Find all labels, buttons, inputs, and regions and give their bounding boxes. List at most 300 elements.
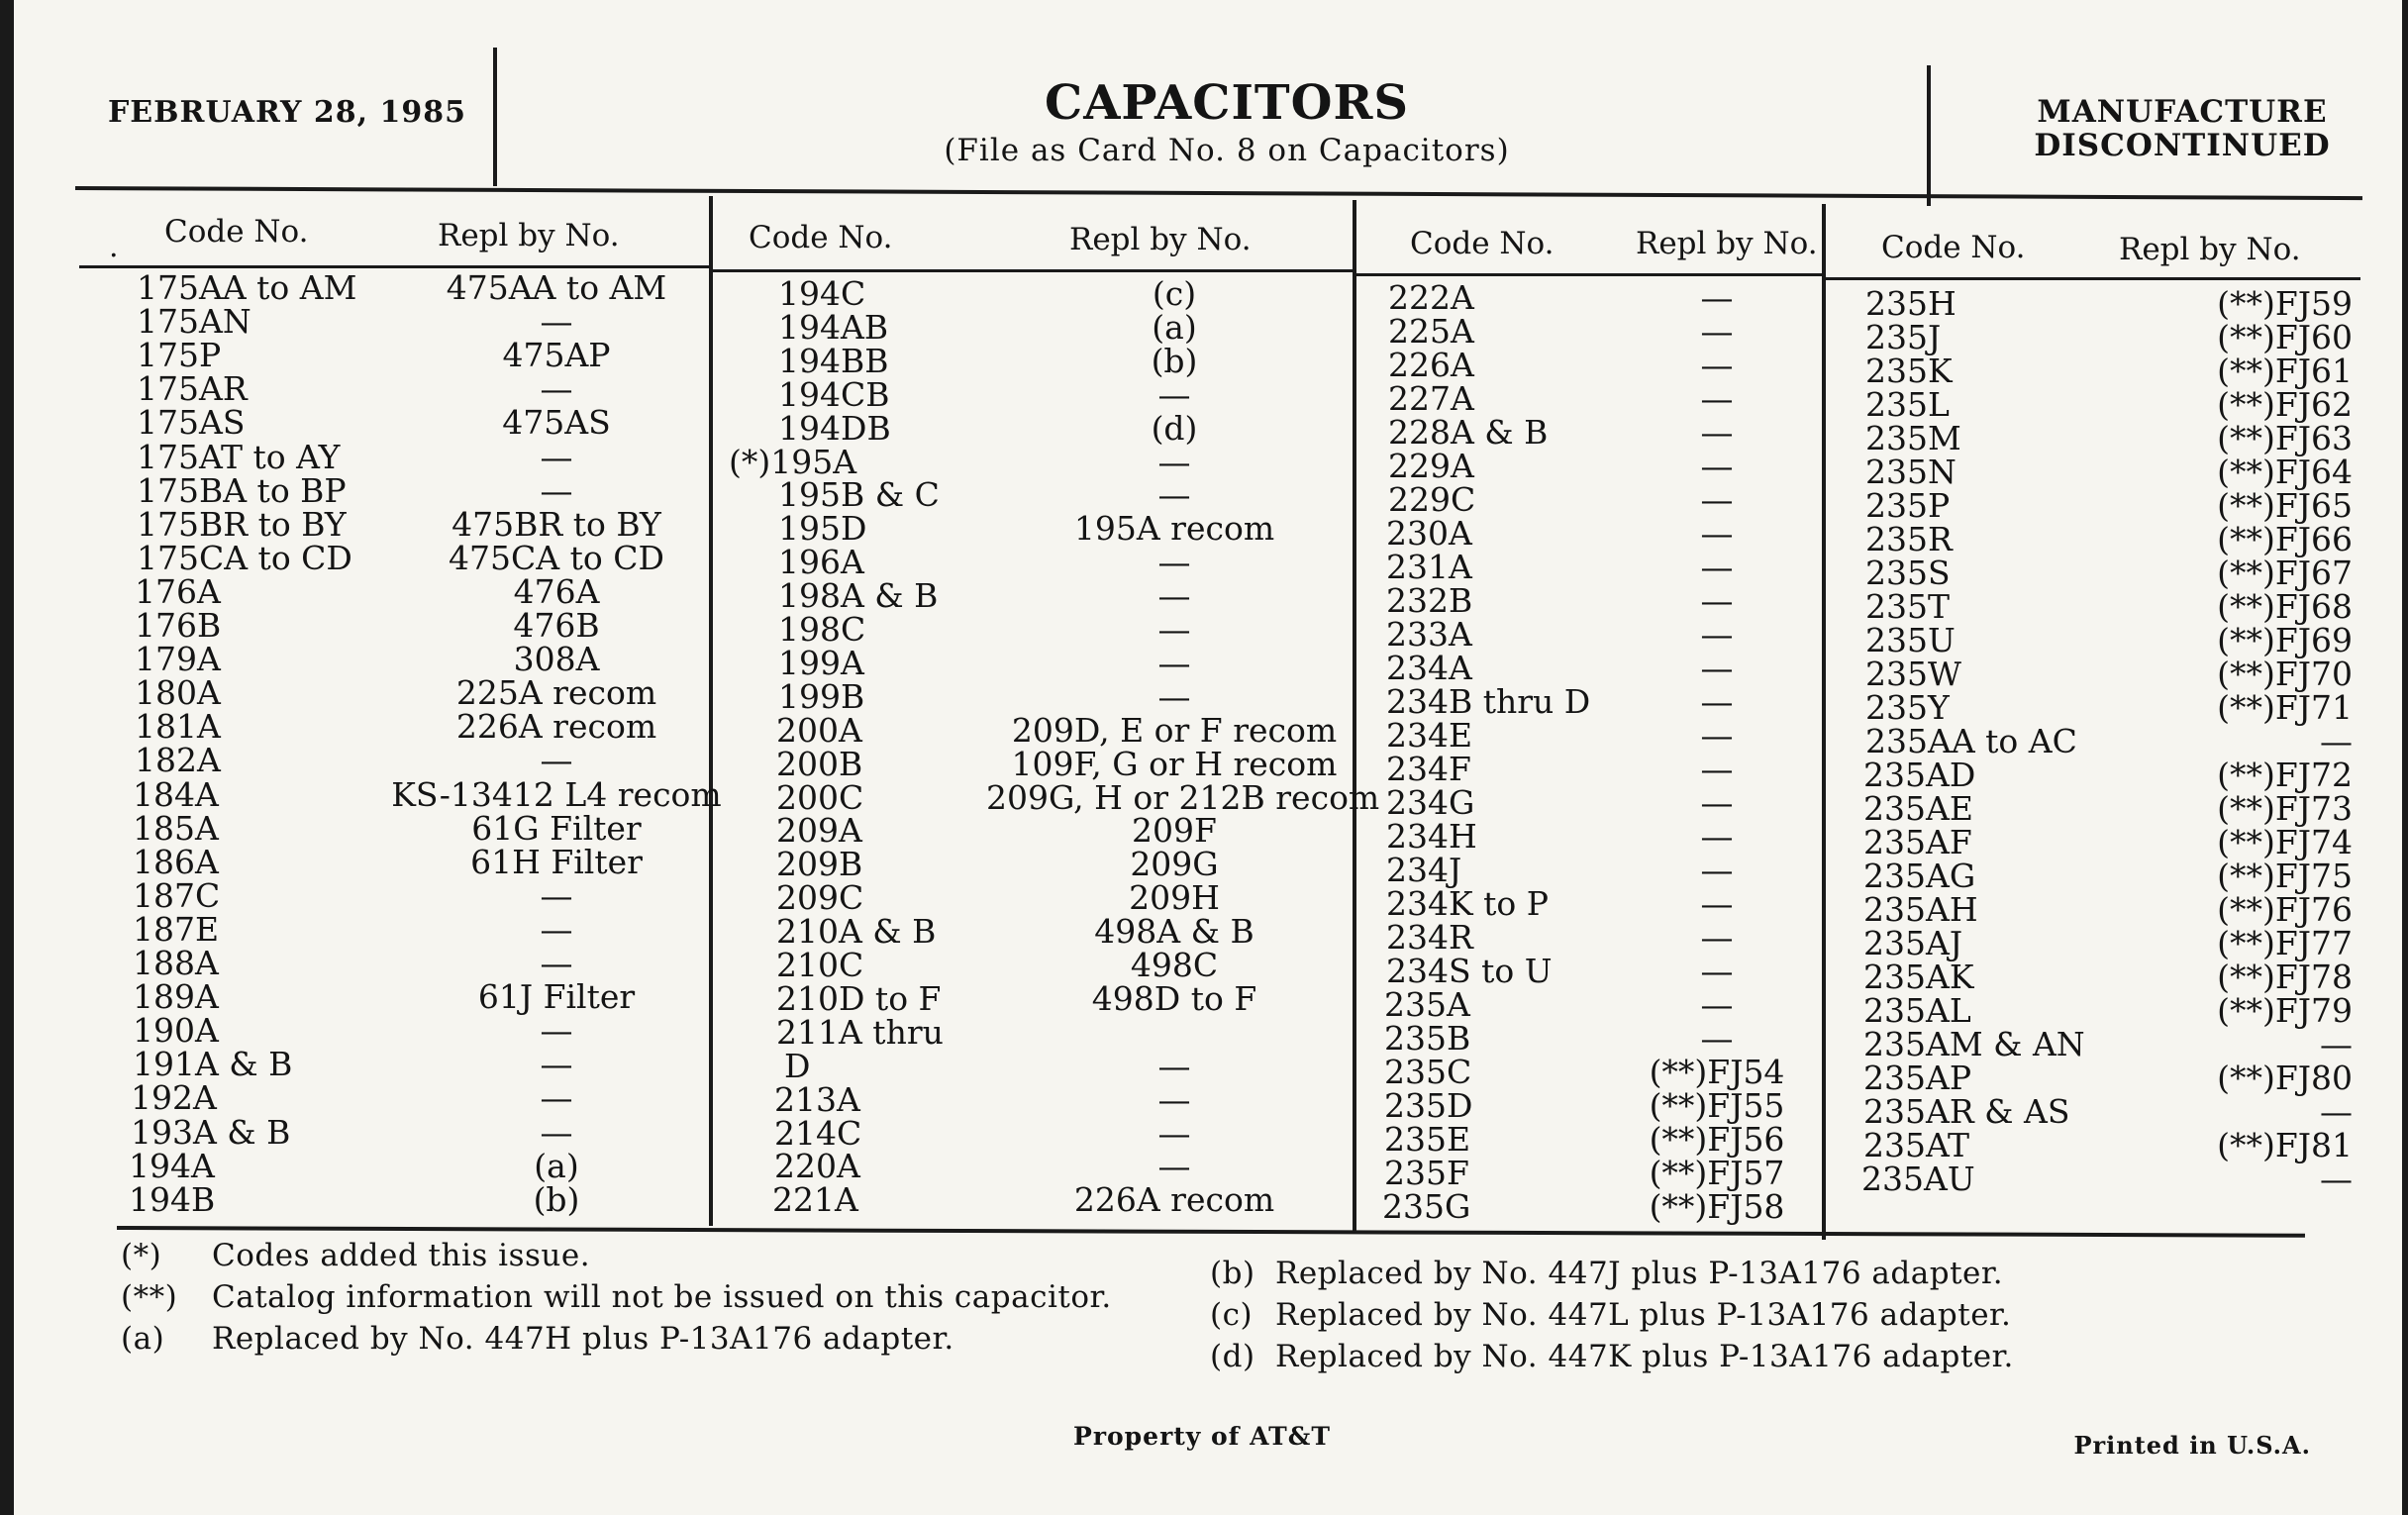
table-row — [1842, 520, 2353, 558]
header-divider-right — [1927, 65, 1931, 206]
code-number: 233A — [1386, 615, 1472, 654]
code-number: 175AS — [137, 403, 246, 443]
code-number: 235AU — [1861, 1160, 1975, 1198]
code-number: 225A — [1388, 312, 1474, 351]
replacement-number: (**)FJ55 — [1649, 1086, 1785, 1125]
header-divider-left — [493, 48, 497, 186]
code-number: 200A — [776, 710, 862, 750]
footnote-marker: (a) — [121, 1321, 165, 1357]
replacement-number: — — [1700, 985, 1734, 1024]
replacement-number: — — [1700, 581, 1734, 620]
table-row — [121, 1011, 754, 1051]
table-row — [727, 576, 1362, 616]
code-number: 235R — [1865, 520, 1953, 558]
footnote-marker: (b) — [1210, 1256, 1255, 1291]
replacement-number: (**)FJ60 — [2217, 318, 2353, 356]
replacement-number: — — [1157, 610, 1191, 649]
table-row — [727, 610, 1362, 649]
replacement-number: — — [1700, 817, 1734, 856]
table-row — [1370, 952, 1836, 990]
code-number: 235AP — [1863, 1059, 1972, 1097]
table-row — [727, 1079, 1362, 1119]
table-row — [121, 1146, 754, 1185]
footnote — [121, 1238, 590, 1273]
table-row — [1370, 1019, 1836, 1058]
table-row — [121, 808, 754, 848]
code-number: 182A — [135, 741, 221, 780]
replacement-number: — — [540, 741, 573, 780]
table-row — [1842, 722, 2353, 760]
code-number: 235H — [1865, 284, 1956, 323]
table-row — [1370, 1154, 1836, 1192]
table-row — [1842, 859, 2353, 893]
code-number: 214C — [774, 1113, 862, 1153]
replacement-number: (**)FJ63 — [2217, 419, 2353, 457]
code-number: 176A — [135, 571, 221, 611]
replacement-number: — — [1157, 643, 1191, 682]
replacement-number: 209G — [1130, 845, 1219, 884]
table-row — [1842, 758, 2353, 792]
replacement-number: (**)FJ74 — [2217, 823, 2353, 861]
code-number: 195B & C — [778, 475, 940, 515]
replacement-number: — — [1157, 543, 1191, 582]
replacement-number: (**)FJ80 — [2217, 1059, 2353, 1097]
code-number: 184A — [133, 774, 219, 814]
replacement-number: 195A recom — [1073, 509, 1275, 549]
replacement-number: 209G, H or 212B recom — [986, 777, 1380, 817]
code-number: 194B — [129, 1179, 216, 1219]
replacement-number: 109F, G or H recom — [1011, 744, 1338, 783]
table-row — [121, 741, 754, 780]
table-row — [121, 538, 754, 577]
column-header-repl: Repl by No. — [1636, 226, 1818, 261]
code-number: 235P — [1865, 486, 1951, 525]
code-number: 175BR to BY — [137, 504, 347, 544]
replacement-number: 475AA to AM — [446, 268, 667, 307]
table-row — [1370, 649, 1836, 687]
column-header-rule-2 — [713, 269, 1353, 272]
replacement-number: — — [540, 1045, 573, 1084]
code-number: 231A — [1386, 548, 1472, 586]
table-row — [1842, 1061, 2353, 1095]
replacement-number: (**)FJ78 — [2217, 958, 2353, 996]
issue-date: FEBRUARY 28, 1985 — [108, 95, 466, 130]
replacement-number: — — [1157, 374, 1191, 414]
table-row — [727, 676, 1362, 716]
table-row — [121, 909, 754, 949]
capacitor-card — [14, 0, 2402, 1515]
table-row — [1370, 581, 1836, 620]
replacement-number: (**)FJ72 — [2217, 756, 2353, 794]
replacement-number: — — [540, 470, 573, 510]
code-number: 175AN — [137, 302, 251, 342]
replacement-number: (**)FJ54 — [1649, 1053, 1785, 1091]
table-row — [1842, 924, 2353, 962]
code-number: (*)195A — [729, 442, 857, 481]
code-number: 235J — [1865, 318, 1942, 356]
replacement-number: (**)FJ62 — [2217, 385, 2353, 424]
replacement-number: (**)FJ76 — [2217, 890, 2353, 929]
column-header-repl: Repl by No. — [438, 218, 620, 253]
replacement-number: 476B — [513, 606, 600, 645]
code-number: 209A — [776, 811, 862, 851]
replacement-number: 61J Filter — [477, 977, 636, 1017]
table-row — [121, 369, 754, 409]
code-number: D — [784, 1046, 811, 1085]
code-number: 199A — [778, 643, 864, 682]
code-number: 193A & B — [131, 1112, 291, 1152]
code-number: 235K — [1865, 352, 1953, 390]
code-number: 235M — [1865, 419, 1961, 457]
table-row — [727, 1113, 1362, 1153]
code-number: 220A — [774, 1147, 860, 1186]
replacement-number: — — [1700, 346, 1734, 384]
replacement-number: (a) — [1152, 307, 1197, 347]
table-row — [727, 643, 1362, 682]
code-number: 213A — [774, 1079, 860, 1119]
table-row — [1842, 789, 2353, 828]
code-number: 235D — [1384, 1086, 1473, 1125]
code-number: 200B — [776, 744, 863, 783]
replacement-number: — — [1700, 716, 1734, 755]
replacement-number: — — [1700, 649, 1734, 687]
replacement-number: (**)FJ77 — [2217, 924, 2353, 962]
footnote-marker: (c) — [1210, 1297, 1254, 1333]
table-row — [727, 912, 1362, 952]
code-number: 235AA to AC — [1865, 722, 2077, 760]
replacement-number: — — [1700, 278, 1734, 317]
replacement-number: — — [1700, 750, 1734, 788]
table-row — [121, 1078, 754, 1118]
table-row — [1842, 1126, 2353, 1164]
replacement-number: — — [1700, 548, 1734, 586]
table-row — [1370, 447, 1836, 485]
table-row — [121, 571, 754, 611]
code-number: 175AT to AY — [137, 437, 341, 476]
table-row — [1370, 750, 1836, 788]
replacement-number: — — [1700, 615, 1734, 654]
code-number: 234B thru D — [1386, 682, 1591, 721]
footnote-text: Codes added this issue. — [212, 1238, 591, 1273]
code-number: 188A — [133, 944, 219, 982]
code-number: 181A — [135, 707, 221, 747]
code-number: 175BA to BP — [137, 470, 347, 510]
table-row — [1842, 1092, 2353, 1131]
table-row — [121, 268, 754, 307]
code-number: 235N — [1865, 453, 1956, 491]
code-number: 194AB — [778, 307, 889, 347]
code-number: 229A — [1388, 447, 1474, 485]
code-number: 235AR & AS — [1863, 1092, 2070, 1131]
replacement-number: — — [1157, 676, 1191, 716]
table-row — [727, 374, 1362, 414]
table-row — [1370, 851, 1836, 889]
footnote-text: Replaced by No. 447J plus P-13A176 adapter. — [1275, 1256, 2004, 1291]
code-number: 196A — [778, 543, 864, 582]
replacement-number: 61G Filter — [471, 808, 642, 848]
code-number: 180A — [135, 673, 221, 713]
replacement-number: 225A recom — [455, 673, 657, 713]
table-row — [1842, 823, 2353, 861]
page-subtitle: (File as Card No. 8 on Capacitors) — [944, 133, 1510, 168]
replacement-number: (a) — [534, 1146, 579, 1185]
code-number: 192A — [131, 1078, 217, 1118]
replacement-number: — — [1157, 1079, 1191, 1119]
table-row — [121, 403, 754, 443]
table-row — [1370, 548, 1836, 586]
code-number: 195D — [778, 509, 867, 549]
replacement-number: 476A — [513, 571, 600, 611]
replacement-number: — — [1700, 851, 1734, 889]
column-header-repl: Repl by No. — [1069, 222, 1252, 257]
code-number: 234R — [1386, 918, 1473, 957]
footnote — [1210, 1256, 2003, 1291]
table-row — [121, 944, 754, 982]
replacement-number: (b) — [533, 1179, 580, 1219]
code-number: 234G — [1386, 783, 1475, 822]
table-row — [1370, 1120, 1836, 1159]
replacement-number: 226A recom — [455, 707, 657, 747]
code-number: 235L — [1865, 385, 1950, 424]
code-number: 235F — [1384, 1154, 1469, 1192]
replacement-number: (**)FJ66 — [2217, 520, 2353, 558]
replacement-number: — — [1700, 379, 1734, 418]
table-row — [1842, 419, 2353, 457]
table-row — [727, 1012, 1362, 1052]
code-number: 210D to F — [776, 978, 942, 1018]
table-row — [727, 509, 1362, 549]
replacement-number: 209D, E or F recom — [1011, 710, 1338, 750]
column-header-code: Code No. — [1410, 226, 1555, 261]
replacement-number: (b) — [1151, 341, 1198, 380]
code-number: 198C — [778, 610, 866, 649]
footnote-text: Replaced by No. 447L plus P-13A176 adapter. — [1275, 1297, 2012, 1333]
footnote-text: Replaced by No. 447H plus P-13A176 adapter. — [212, 1321, 954, 1357]
table-row — [1370, 884, 1836, 923]
table-row — [1370, 1053, 1836, 1091]
table-row — [1370, 1086, 1836, 1125]
column-header-repl: Repl by No. — [2119, 232, 2301, 267]
table-row — [121, 707, 754, 747]
replacement-number: — — [1157, 1147, 1191, 1186]
table-row — [727, 744, 1362, 783]
replacement-number: 475AP — [502, 336, 611, 375]
replacement-number: 209H — [1129, 878, 1220, 918]
replacement-number: (**)FJ68 — [2217, 587, 2353, 626]
table-row — [1842, 621, 2353, 659]
table-row — [727, 1147, 1362, 1186]
replacement-number: (**)FJ79 — [2217, 991, 2353, 1030]
replacement-number: (c) — [1152, 274, 1197, 313]
table-row — [1370, 514, 1836, 553]
code-number: 211A thru — [776, 1012, 944, 1052]
replacement-number: — — [1700, 783, 1734, 822]
code-number: 175P — [137, 336, 222, 375]
code-number: 234F — [1386, 750, 1471, 788]
table-row — [121, 336, 754, 375]
code-number: 175AA to AM — [137, 268, 357, 307]
status-line-2: DISCONTINUED — [2034, 128, 2331, 163]
table-row — [121, 1179, 754, 1219]
code-number: 210C — [776, 946, 864, 984]
footnote-text: Replaced by No. 447K plus P-13A176 adapter. — [1275, 1339, 2014, 1374]
code-number: 234K to P — [1386, 884, 1549, 923]
replacement-number: (**)FJ73 — [2217, 789, 2353, 828]
table-row — [1842, 1025, 2353, 1063]
code-number: 235Y — [1865, 688, 1950, 727]
replacement-number: — — [1700, 312, 1734, 351]
code-number: 199B — [778, 676, 865, 716]
code-number: 222A — [1388, 278, 1474, 317]
replacement-number: — — [540, 1112, 573, 1152]
table-row — [1842, 354, 2353, 388]
replacement-number: — — [540, 909, 573, 949]
replacement-number: — — [1700, 514, 1734, 553]
table-row — [727, 777, 1380, 817]
replacement-number: — — [1700, 447, 1734, 485]
column-header-code: Code No. — [1881, 230, 2026, 265]
footnote-marker: (*) — [121, 1238, 162, 1273]
replacement-number: 475CA to CD — [449, 538, 664, 577]
status-line-1: MANUFACTURE — [2037, 94, 2328, 130]
code-number: 235E — [1384, 1120, 1471, 1159]
replacement-number: — — [1157, 1046, 1191, 1085]
code-number: 235AG — [1863, 857, 1976, 895]
table-row — [1842, 556, 2353, 590]
table-row — [727, 710, 1362, 750]
table-row — [1842, 991, 2353, 1030]
replacement-number: (**)FJ59 — [2217, 284, 2353, 323]
table-row — [121, 302, 754, 342]
footnote — [1210, 1339, 2014, 1374]
replacement-number: — — [540, 1011, 573, 1051]
replacement-number: 226A recom — [1073, 1180, 1275, 1220]
code-number: 194CB — [778, 374, 890, 414]
code-number: 235AH — [1863, 890, 1978, 929]
code-number: 235W — [1865, 655, 1961, 693]
page-title: CAPACITORS — [1044, 75, 1410, 131]
replacement-number: — — [1700, 952, 1734, 990]
header-rule — [75, 186, 2362, 200]
table-row — [1370, 716, 1836, 755]
table-row — [121, 504, 754, 544]
code-number: 235T — [1865, 587, 1950, 626]
printed-note: Printed in U.S.A. — [2073, 1431, 2311, 1460]
table-row — [1842, 890, 2353, 929]
code-number: 232B — [1386, 581, 1473, 620]
property-note: Property of AT&T — [1073, 1422, 1331, 1451]
replacement-number: (**)FJ70 — [2217, 655, 2353, 693]
table-row — [727, 408, 1362, 448]
replacement-number: (**)FJ67 — [2217, 554, 2353, 592]
code-number: 235S — [1865, 554, 1951, 592]
replacement-number: — — [540, 302, 573, 342]
code-number: 186A — [133, 842, 219, 881]
code-number: 235AD — [1863, 756, 1976, 794]
code-number: 235AF — [1863, 823, 1972, 861]
replacement-number: (**)FJ64 — [2217, 453, 2353, 491]
code-number: 209C — [776, 878, 864, 918]
replacement-number: 475BR to BY — [452, 504, 661, 544]
table-row — [1370, 1187, 1836, 1226]
replacement-number: — — [1157, 1113, 1191, 1153]
replacement-number: — — [2320, 1092, 2353, 1131]
replacement-number: (**)FJ65 — [2217, 486, 2353, 525]
replacement-number: (**)FJ61 — [2217, 352, 2353, 390]
table-row — [727, 811, 1362, 851]
footnote-text: Catalog information will not be issued on this capacitor. — [212, 1279, 1112, 1315]
code-number: 235C — [1384, 1053, 1472, 1091]
table-row — [1370, 480, 1836, 519]
code-number: 235B — [1384, 1019, 1471, 1058]
table-row — [121, 437, 754, 476]
code-number: 235AJ — [1863, 924, 1963, 962]
replacement-number: 498D to F — [1091, 978, 1257, 1018]
replacement-number: 498C — [1130, 946, 1219, 984]
code-number: 194C — [778, 274, 866, 313]
table-row — [1370, 682, 1836, 721]
code-number: 185A — [133, 808, 219, 848]
table-row — [1370, 985, 1836, 1024]
code-number: 175CA to CD — [137, 538, 352, 577]
table-row — [1370, 413, 1836, 452]
table-row — [1842, 318, 2353, 356]
code-number: 191A & B — [133, 1045, 293, 1084]
code-number: 235AM & AN — [1863, 1025, 2085, 1063]
code-number: 187C — [133, 875, 221, 915]
table-row — [1370, 346, 1836, 384]
table-row — [727, 274, 1362, 313]
replacement-number: KS-13412 L4 recom — [391, 774, 722, 814]
table-row — [121, 1045, 754, 1084]
replacement-number: (**)FJ57 — [1649, 1154, 1785, 1192]
code-number: 179A — [135, 640, 221, 679]
replacement-number: (d) — [1151, 408, 1198, 448]
replacement-number: — — [1700, 682, 1734, 721]
code-number: 235U — [1865, 621, 1956, 659]
code-number: 235AE — [1863, 789, 1973, 828]
table-row — [727, 1180, 1362, 1220]
replacement-number: 209F — [1132, 811, 1217, 851]
replacement-number: — — [540, 369, 573, 409]
column-header-code: Code No. — [164, 214, 309, 250]
replacement-number: — — [540, 437, 573, 476]
replacement-number: (**)FJ58 — [1649, 1187, 1785, 1226]
replacement-number: — — [2320, 1160, 2353, 1198]
replacement-number: (**)FJ56 — [1649, 1120, 1785, 1159]
table-row — [1370, 615, 1836, 654]
replacement-number: — — [1700, 918, 1734, 957]
footnote — [1210, 1297, 2011, 1333]
replacement-number: 498A & B — [1094, 912, 1254, 952]
table-row — [121, 470, 754, 510]
code-number: 194A — [129, 1146, 215, 1185]
code-number: 194BB — [778, 341, 889, 380]
table-row — [1370, 379, 1836, 418]
replacement-number: — — [1157, 442, 1191, 481]
table-row — [121, 977, 754, 1017]
status-label — [1984, 95, 2380, 162]
table-row — [1842, 486, 2353, 525]
table-row — [1842, 455, 2353, 489]
table-row — [1842, 688, 2353, 727]
code-number: 234J — [1386, 851, 1462, 889]
footnote-marker: (**) — [121, 1279, 178, 1315]
table-row — [727, 946, 1362, 984]
replacement-number: (**)FJ71 — [2217, 688, 2353, 727]
replacement-number: — — [2320, 1025, 2353, 1063]
table-row — [121, 774, 754, 814]
